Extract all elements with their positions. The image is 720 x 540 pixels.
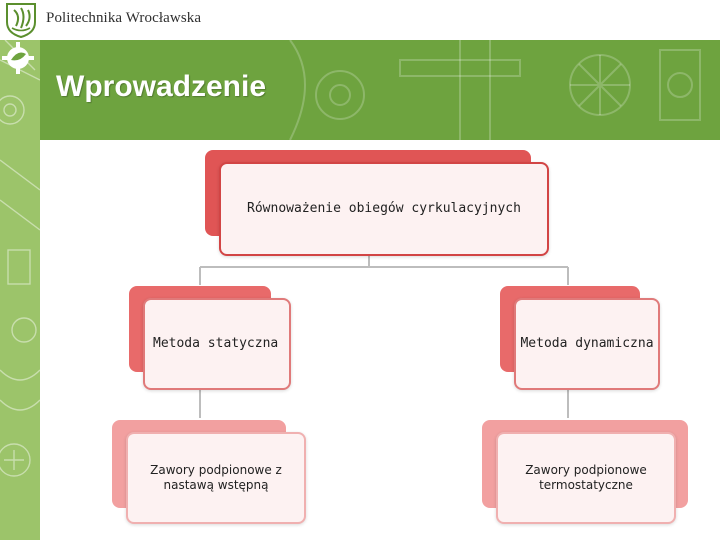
- machinery-pattern-icon: [0, 40, 40, 540]
- root-label: Równoważenie obiegów cyrkulacyjnych: [247, 200, 521, 216]
- slide-title: Wprowadzenie: [56, 70, 267, 103]
- university-name: Politechnika Wrocławska: [46, 10, 202, 26]
- right-method-label: Metoda dynamiczna: [520, 335, 654, 351]
- decorative-side-strip: [0, 40, 40, 540]
- right-valve-box: [496, 432, 676, 524]
- right-valve-label: Zawory podpionowe termostatyczne: [525, 463, 647, 492]
- left-valve-box: [126, 432, 306, 524]
- root-box: [219, 162, 549, 256]
- hierarchy-diagram: [40, 140, 720, 540]
- university-logo-icon: [4, 2, 38, 38]
- gear-leaf-icon: [0, 40, 36, 76]
- left-valve-label: Zawory podpionowe z nastawą wstępną: [150, 463, 282, 492]
- left-method-box: [143, 298, 291, 390]
- right-method-box: [514, 298, 660, 390]
- header-bar: [0, 0, 720, 40]
- title-band: [40, 40, 720, 140]
- left-method-label: Metoda statyczna: [153, 335, 279, 351]
